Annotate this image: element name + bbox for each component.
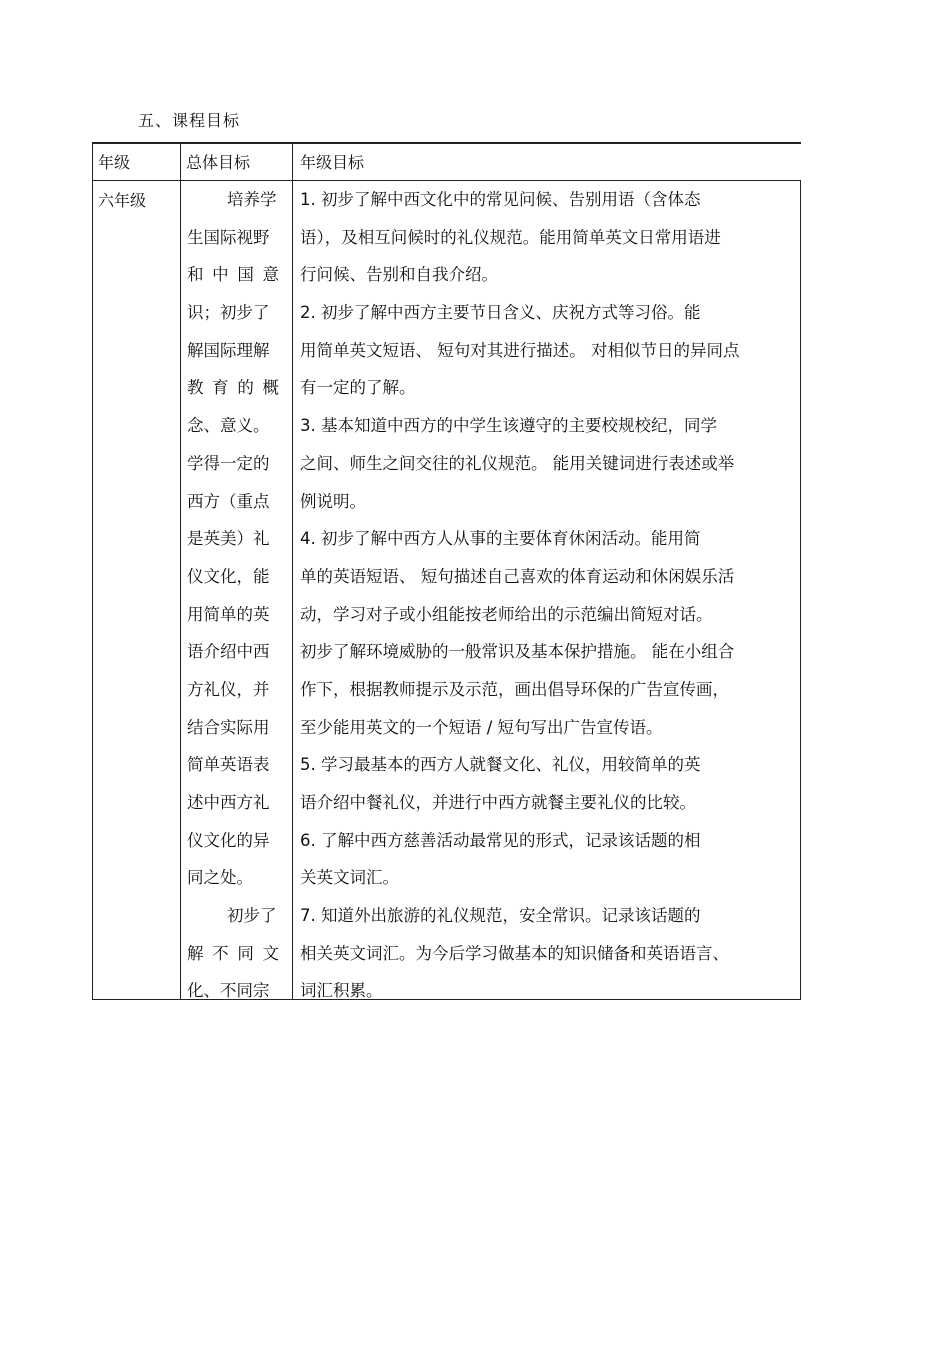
- table-top-border: [92, 142, 801, 144]
- overall-goal-cell: [187, 181, 279, 1010]
- grade-cell: 六年级: [98, 191, 147, 210]
- overall-line: 解国际理解: [187, 340, 270, 360]
- goal-line: 初步了解环境威胁的一般常识及基本保护措施。 能在小组合: [300, 642, 735, 662]
- goal-line: 作下，根据教师提示及示范，画出倡导环保的广告宣传画，: [300, 679, 729, 699]
- header-grade-goal: 年级目标: [300, 153, 365, 172]
- overall-line: 同之处。: [187, 868, 253, 888]
- goal-line: 关英文词汇。: [300, 868, 399, 888]
- overall-line: 是英美）礼: [187, 529, 270, 549]
- overall-line: 念、意义。: [187, 416, 270, 436]
- overall-line: 仪文化，能: [187, 566, 270, 586]
- overall-line: 西方（重点: [187, 491, 270, 511]
- overall-line: 结合实际用: [187, 717, 270, 737]
- overall-line: 化、不同宗: [187, 981, 270, 1001]
- goal-line: 3. 基本知道中西方的中学生该遵守的主要校规校纪，同学: [300, 416, 717, 436]
- section-heading: 五、课程目标: [138, 111, 241, 130]
- table-col-divider-2: [292, 142, 293, 1000]
- table-col-divider-1: [180, 142, 181, 1000]
- goal-line: 例说明。: [300, 491, 366, 511]
- goal-line: 有一定的了解。: [300, 378, 416, 398]
- goal-line: 单的英语短语、 短句描述自己喜欢的体育运动和休闲娱乐活: [300, 566, 735, 586]
- goal-line: 至少能用英文的一个短语 / 短句写出广告宣传语。: [300, 717, 663, 737]
- goal-line: 行问候、告别和自我介绍。: [300, 265, 498, 285]
- goal-line: 相关英文词汇。为今后学习做基本的知识储备和英语语言、: [300, 943, 729, 963]
- overall-line: 初步了: [227, 906, 277, 926]
- overall-line: 和 中 国 意: [187, 265, 279, 285]
- goal-line: 6. 了解中西方慈善活动最常见的形式，记录该话题的相: [300, 830, 701, 850]
- header-grade: 年级: [98, 153, 131, 172]
- overall-line: 用简单的英: [187, 604, 270, 624]
- overall-line: 方礼仪，并: [187, 679, 270, 699]
- goal-line: 7. 知道外出旅游的礼仪规范，安全常识。记录该话题的: [300, 906, 701, 926]
- goal-line: 1. 初步了解中西文化中的常见问候、告别用语（含体态: [300, 190, 701, 209]
- overall-line: 简单英语表: [187, 755, 270, 775]
- goal-line: 2. 初步了解中西方主要节日含义、庆祝方式等习俗。能: [300, 303, 701, 323]
- goal-line: 动，学习对子或小组能按老师给出的示范编出简短对话。: [300, 604, 713, 624]
- grade-goal-cell: [300, 181, 795, 1010]
- overall-line: 教 育 的 概: [187, 378, 279, 398]
- overall-line: 学得一定的: [187, 453, 270, 473]
- overall-line: 培养学: [227, 190, 277, 209]
- goal-line: 4. 初步了解中西方人从事的主要体育休闲活动。能用简: [300, 529, 701, 549]
- overall-line: 述中西方礼: [187, 793, 270, 812]
- overall-line: 语介绍中西: [187, 642, 270, 662]
- goal-line: 语介绍中餐礼仪，并进行中西方就餐主要礼仪的比较。: [300, 793, 696, 812]
- goal-line: 用简单英文短语、 短句对其进行描述。 对相似节日的异同点: [300, 340, 740, 360]
- goal-line: 5. 学习最基本的西方人就餐文化、礼仪，用较简单的英: [300, 755, 701, 775]
- table-left-border: [92, 142, 93, 1000]
- overall-line: 解 不 同 文: [187, 943, 279, 963]
- table-right-border: [800, 180, 801, 1000]
- goal-line: 词汇积累。: [300, 981, 383, 1001]
- overall-line: 识；初步了: [187, 303, 270, 323]
- overall-line: 生国际视野: [187, 227, 270, 247]
- goal-line: 语），及相互问候时的礼仪规范。能用简单英文日常用语进: [300, 227, 721, 247]
- overall-line: 仪文化的异: [187, 830, 270, 850]
- header-overall-goal: 总体目标: [186, 153, 251, 172]
- goal-line: 之间、师生之间交往的礼仪规范。 能用关键词进行表述或举: [300, 453, 735, 473]
